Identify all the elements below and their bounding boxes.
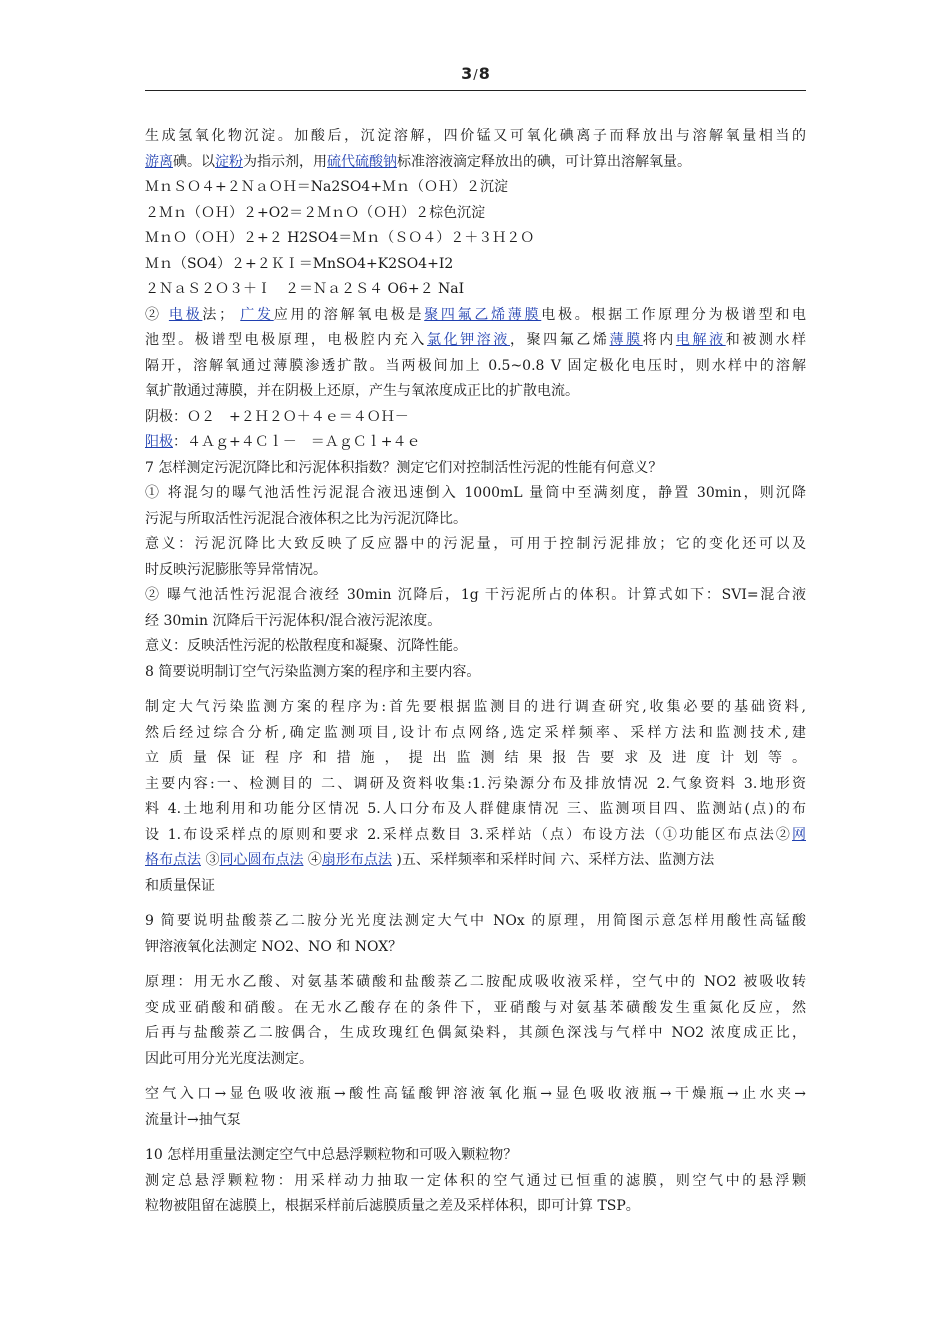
paragraph: 格布点法 ③同心圆布点法 ④扇形布点法 )五、采样频率和采样时间 六、采样方法、监测方法 <box>145 852 715 868</box>
flow-description: 空气入口→显色吸收液瓶→酸性高锰酸钾溶液氧化瓶→显色吸收液瓶→干燥瓶→止水夹→ <box>145 1086 806 1102</box>
paragraph: 游离碘。以淀粉为指示剂，用硫代硫酸钠标准溶液滴定释放出的碘，可计算出溶解氧量。 <box>145 153 691 170</box>
link-sector-method[interactable]: 扇形布点法 <box>321 852 392 868</box>
paragraph: 污泥与所取活性污泥混合液体积之比为污泥沉降比。 <box>145 510 467 527</box>
paragraph: 料 4.土地利用和功能分区情况 5.人口分布及人群健康情况 三、监测项目四、监测站(点)的布 <box>145 801 806 817</box>
link-dianfen[interactable]: 淀粉 <box>215 153 243 170</box>
paragraph: 意义：污泥沉降比大致反映了反应器中的污泥量，可用于控制污泥排放；它的变化还可以及 <box>145 536 806 552</box>
equation: ２ＮａＳ２Ｏ３＋Ｉ ２＝Ｎａ２Ｓ４ O6+２ NaI <box>145 281 465 297</box>
equation: ＭｎＳＯ４+２ＮａＯＨ＝Na2SO4+Ｍｎ（ＯＨ）２沉淀 <box>145 179 508 195</box>
paragraph: 测定总悬浮颗粒物：用采样动力抽取一定体积的空气通过已恒重的滤膜，则空气中的悬浮颗 <box>145 1172 806 1189</box>
question-8: 8 简要说明制订空气污染监测方案的程序和主要内容。 <box>145 663 481 680</box>
link-dianji[interactable]: 电极 <box>168 306 203 323</box>
paragraph: 氧扩散通过薄膜，并在阴极上还原，产生与氧浓度成正比的扩散电流。 <box>145 383 579 399</box>
equation: ＭｎＯ（ＯＨ）２+２ H2SO4＝Ｍｎ（ＳＯ４）２＋３Ｈ２Ｏ <box>145 230 535 246</box>
equation: Ｍｎ（SO4）２+２ＫＩ＝MnSO4+K2SO4+I2 <box>145 255 454 272</box>
paragraph: 然后经过综合分析,确定监测项目,设计布点网络,选定采样频率、采样方法和监测技术,建 <box>145 724 806 741</box>
equation: 阴极：Ｏ２ +２Ｈ２Ｏ＋４ｅ＝４ＯＨ－ <box>145 408 409 425</box>
paragraph: 生成氢氧化物沉淀。加酸后，沉淀溶解，四价锰又可氧化碘离子而释放出与溶解氧量相当的 <box>145 128 806 144</box>
link-grid-method[interactable]: 网 <box>792 826 806 843</box>
paragraph: 制定大气污染监测方案的程序为:首先要根据监测目的进行调查研究,收集必要的基础资料, <box>145 699 806 715</box>
paragraph: 粒物被阻留在滤膜上，根据采样前后滤膜质量之差及采样体积，即可计算 TSP。 <box>145 1198 640 1214</box>
paragraph: 池型。极谱型电极原理，电极腔内充入氯化钾溶液，聚四氟乙烯薄膜将内电解液和被测水样 <box>145 332 807 348</box>
link-grid-method[interactable]: 格布点法 <box>145 852 201 868</box>
paragraph: 因此可用分光光度法测定。 <box>145 1050 313 1067</box>
page-number: 3/8 <box>461 64 490 83</box>
link-liudai[interactable]: 硫代硫酸钠 <box>327 153 397 170</box>
question-10: 10 怎样用重量法测定空气中总悬浮颗粒物和可吸入颗粒物？ <box>145 1147 518 1163</box>
equation: ２Ｍｎ（ＯＨ）２+O2＝２ＭｎＯ（ＯＨ）２棕色沉淀 <box>145 204 486 221</box>
link-youli[interactable]: 游离 <box>145 153 173 170</box>
paragraph: 主要内容:一、检测目的 二、调研及资料收集:1.污染源分布及排放情况 2.气象资料 3.地形资 <box>145 775 806 792</box>
paragraph: 变成亚硝酸和硝酸。在无水乙酸存在的条件下，亚硝酸与对氨基苯磺酸发生重氮化反应，然 <box>145 999 806 1016</box>
question-7: 7 怎样测定污泥沉降比和污泥体积指数？测定它们对控制活性污泥的性能有何意义？ <box>145 459 663 476</box>
paragraph: 时反映污泥膨胀等异常情况。 <box>145 561 327 578</box>
question-9: 钾溶液氧化法测定 NO2、NO 和 NOX？ <box>145 938 403 955</box>
paragraph: 原理：用无水乙酸、对氨基苯磺酸和盐酸萘乙二胺配成吸收液采样，空气中的 NO2 被吸收转 <box>145 974 806 990</box>
link-anode[interactable]: 阳极 <box>145 434 173 450</box>
equation: 阳极：４Ａｇ+４Ｃｌ－ ＝ＡｇＣｌ+４ｅ <box>145 434 421 450</box>
paragraph: 设 1.布设采样点的原则和要求 2.采样点数目 3.采样站（点）布设方法（①功能区布点法②网 <box>145 826 806 843</box>
paragraph: ② 电极法； 广发应用的溶解氧电极是聚四氟乙烯薄膜电极。根据工作原理分为极谱型和电 <box>145 306 807 323</box>
paragraph: 隔开，溶解氧通过薄膜渗透扩散。当两极间加上 0.5~0.8 V 固定极化电压时，则水样中的溶解 <box>145 357 806 374</box>
link-guangfa[interactable]: 广发 <box>240 306 274 323</box>
paragraph: 意义：反映活性污泥的松散程度和凝聚、沉降性能。 <box>145 638 467 654</box>
paragraph: 和质量保证 <box>145 877 215 894</box>
link-concentric-method[interactable]: 同心圆布点法 <box>219 852 304 868</box>
link-electrolyte[interactable]: 电解液 <box>675 332 726 348</box>
paragraph: ② 曝气池活性污泥混合液经 30min 沉降后，1g 干污泥所占的体积。计算式如下：SVI=混合液 <box>145 587 806 603</box>
paragraph: ① 将混匀的曝气池活性污泥混合液迅速倒入 1000mL 量筒中至满刻度，静置 30min，则沉降 <box>145 485 806 501</box>
paragraph: 立 质 量 保 证 程 序 和 措 施 ， 提 出 监 测 结 果 报 告 要 求 及 进 度 计 划 等 。 <box>145 750 806 766</box>
link-ptfe-membrane[interactable]: 聚四氟乙烯薄膜 <box>424 306 542 323</box>
document-body <box>145 124 806 1220</box>
page-header <box>145 64 806 91</box>
question-9: 9 简要说明盐酸萘乙二胺分光光度法测定大气中 NOx 的原理，用简图示意怎样用酸性高锰酸 <box>145 913 806 929</box>
flow-description: 流量计→抽气泵 <box>145 1111 241 1128</box>
link-bomo[interactable]: 薄膜 <box>609 332 643 348</box>
paragraph: 后再与盐酸萘乙二胺偶合，生成玫瑰红色偶氮染料，其颜色深浅与气样中 NO2 浓度成正比， <box>145 1025 806 1041</box>
paragraph: 经 30min 沉降后干污泥体积/混合液污泥浓度。 <box>145 612 442 629</box>
link-kcl-solution[interactable]: 氯化钾溶液 <box>427 332 510 348</box>
